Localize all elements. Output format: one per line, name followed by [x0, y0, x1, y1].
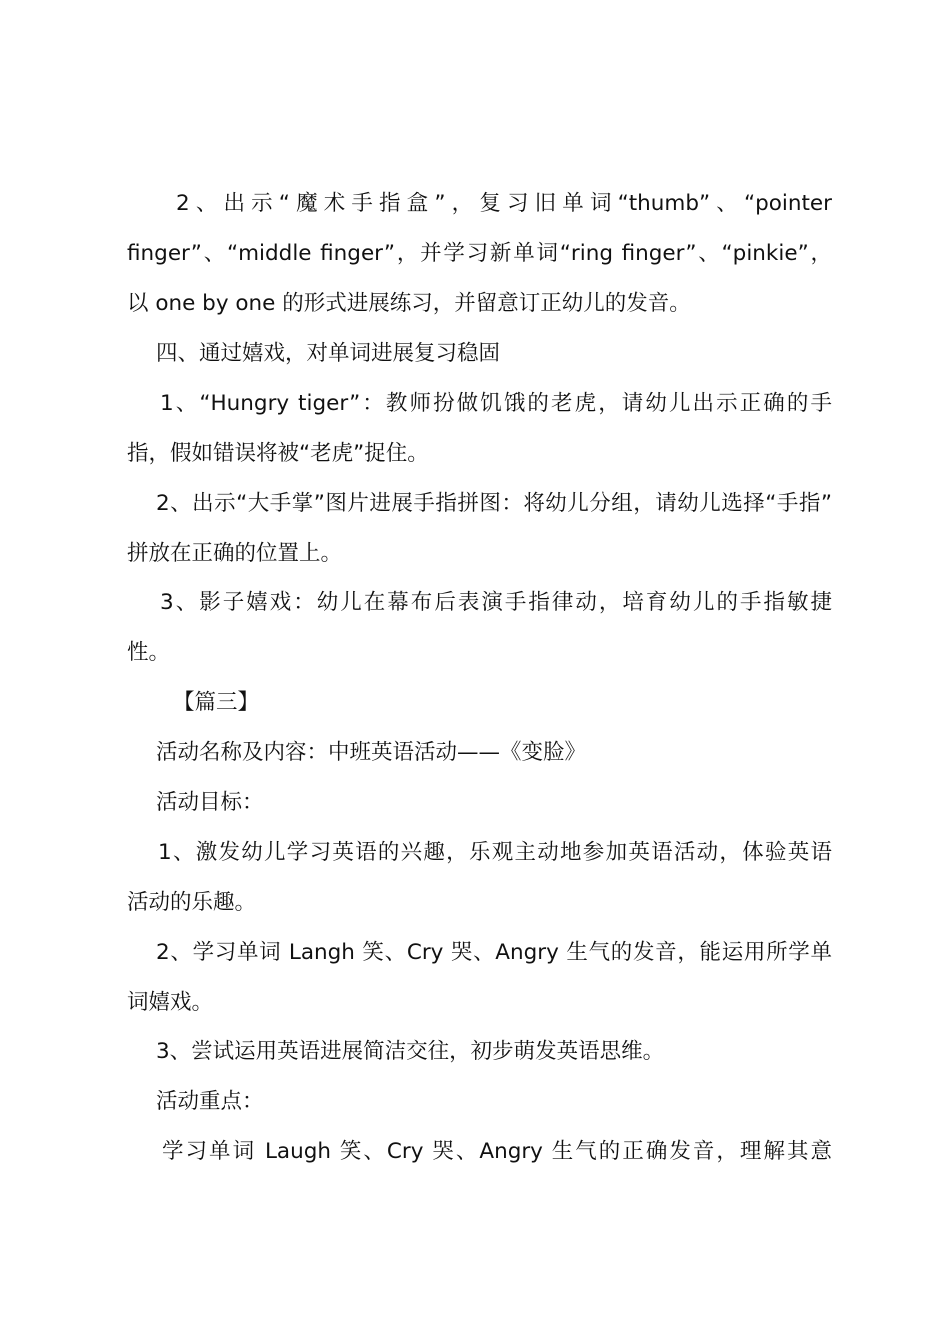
- paragraph-line: 学习单词 Laugh 笑、Cry 哭、Angry 生气的正确发音，理解其意: [162, 1139, 832, 1164]
- section-label: 活动目标：: [156, 790, 264, 815]
- paragraph-line: 3、尝试运用英语进展简洁交往，初步萌发英语思维。: [156, 1039, 665, 1064]
- paragraph-line: 指，假如错误将被“老虎”捉住。: [127, 441, 429, 466]
- section-label: 活动重点：: [156, 1089, 264, 1114]
- paragraph-line: 以 one by one 的形式进展练习，并留意订正幼儿的发音。: [127, 291, 691, 316]
- paragraph-line: 3、影子嬉戏：幼儿在幕布后表演手指律动，培育幼儿的手指敏捷: [160, 590, 832, 615]
- paragraph-line: 2、出示“大手掌”图片进展手指拼图：将幼儿分组，请幼儿选择“手指”: [156, 491, 832, 516]
- activity-title: 活动名称及内容：中班英语活动——《变脸》: [156, 740, 587, 765]
- paragraph-line: 1、激发幼儿学习英语的兴趣，乐观主动地参加英语活动，体验英语: [158, 840, 832, 865]
- paragraph-line: 1、“Hungry tiger”：教师扮做饥饿的老虎，请幼儿出示正确的手: [160, 391, 832, 416]
- paragraph-line: 词嬉戏。: [127, 990, 214, 1015]
- paragraph-line: 拼放在正确的位置上。: [127, 541, 343, 566]
- paragraph-line: finger”、“middle finger”，并学习新单词“ring finger”、“pinkie”，: [127, 241, 832, 266]
- paragraph-line: 2、出示“魔术手指盒”，复习旧单词“thumb”、“pointer: [176, 191, 832, 216]
- paragraph-line: 性。: [127, 640, 171, 665]
- section-heading: 四、通过嬉戏，对单词进展复习稳固: [156, 341, 501, 366]
- paragraph-line: 2、学习单词 Langh 笑、Cry 哭、Angry 生气的发音，能运用所学单: [156, 940, 832, 965]
- paragraph-line: 活动的乐趣。: [127, 890, 257, 915]
- chapter-heading: 【篇三】: [173, 690, 260, 715]
